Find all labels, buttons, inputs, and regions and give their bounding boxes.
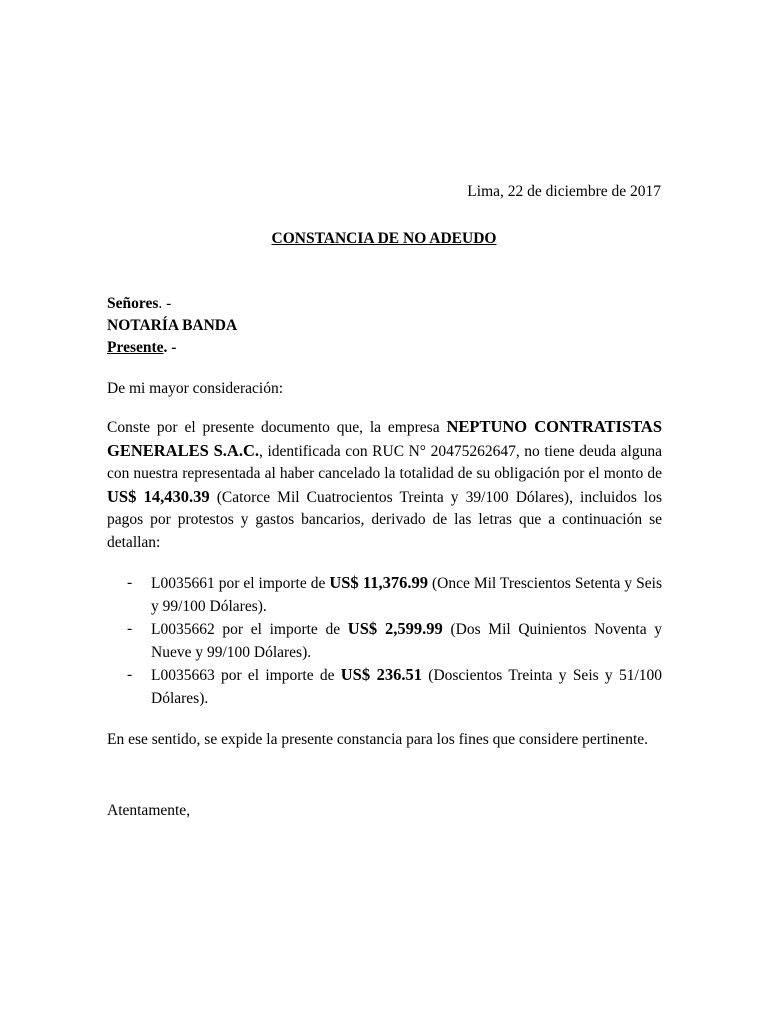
- document-title-text: CONSTANCIA DE NO ADEUDO: [271, 230, 497, 247]
- letter-prefix: L0035661 por el importe de: [151, 575, 330, 592]
- salutation-suffix: . -: [158, 295, 172, 312]
- company-name: NEPTUNO CONTRATISTAS GENERALES S.A.C.: [107, 417, 662, 460]
- closing-paragraph: En ese sentido, se expide la presente constancia para los fines que considere pertinente.: [107, 731, 649, 748]
- list-dash: -: [127, 666, 133, 684]
- letter-suffix: (Once Mil Trescientos Setenta y Seis y 99/100 Dólares).: [151, 575, 662, 615]
- presente-line: [107, 337, 237, 359]
- body-text-2: , identificada con RUC N° 20475262647, no tiene deuda alguna con nuestra representada al haber cancelado la totalidad de su obligación por el monto de: [107, 442, 662, 483]
- body-paragraph: [107, 416, 662, 555]
- list-item: [107, 664, 662, 710]
- letter-amount: US$ 11,376.99: [329, 573, 428, 592]
- recipient-block: [107, 293, 237, 359]
- letter-date: Lima, 22 de diciembre de 2017: [467, 183, 661, 200]
- letter-prefix: L0035663 por el importe de: [151, 667, 341, 685]
- letter-prefix: L0035662 por el importe de: [151, 621, 348, 639]
- list-item: [107, 618, 662, 664]
- total-amount: US$ 14,430.39: [107, 486, 210, 506]
- greeting: De mi mayor consideración:: [107, 380, 284, 397]
- presente-suffix: . -: [163, 339, 177, 356]
- list-item: [107, 572, 662, 618]
- presente: Presente: [107, 339, 164, 356]
- list-dash: -: [127, 620, 133, 638]
- list-dash: -: [127, 574, 133, 591]
- letter-suffix: (Dos Mil Quinientos Noventa y Nueve y 99/100 Dólares).: [151, 621, 663, 661]
- letter-suffix: (Doscientos Treinta y Seis y 51/100 Dólares).: [151, 667, 663, 707]
- body-text-3: (Catorce Mil Cuatrocientos Treinta y 39/100 Dólares), incluidos los pagos por protestos y gastos bancarios, derivado de las letras que a continuación se detallan:: [107, 488, 663, 551]
- recipient-name: NOTARÍA BANDA: [107, 317, 238, 334]
- letter-amount: US$ 2,599.99: [347, 619, 443, 639]
- sign-off: Atentamente,: [107, 802, 191, 819]
- letter-amount: US$ 236.51: [340, 665, 423, 685]
- document-title: [0, 228, 768, 250]
- letters-list: [107, 572, 662, 711]
- salutation-line: [107, 293, 237, 315]
- body-text-1: Conste por el presente documento que, la empresa: [107, 419, 447, 436]
- salutation: Señores: [107, 295, 159, 312]
